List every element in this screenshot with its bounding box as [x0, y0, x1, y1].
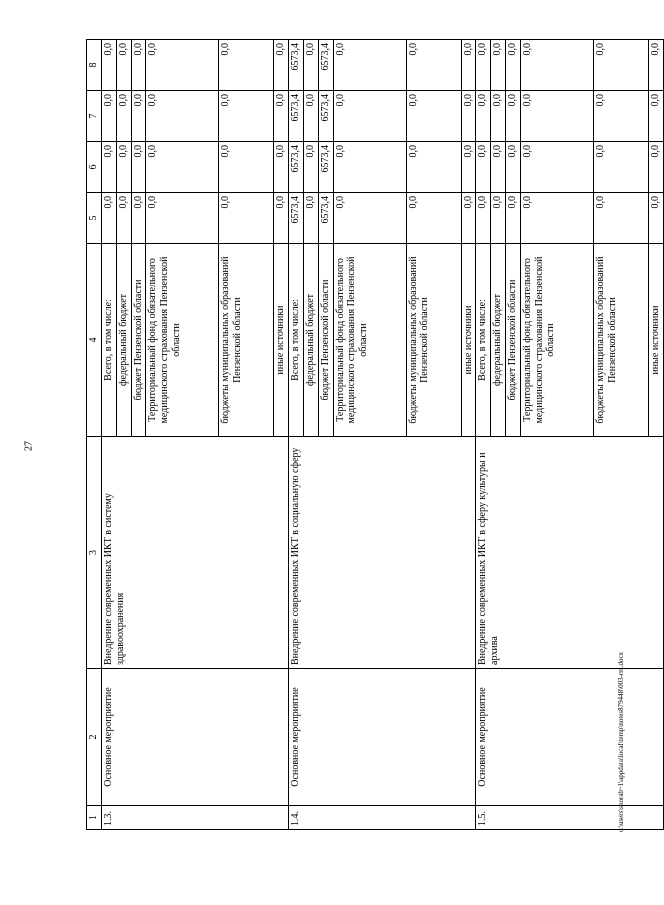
amount-cell: 0,0: [648, 193, 663, 244]
funding-source-label: бюджеты муниципальных образований Пензенской области: [593, 244, 648, 437]
funding-source-label: Всего, в том числе:: [476, 244, 491, 437]
amount-cell: 0,0: [476, 40, 491, 91]
amount-cell: 0,0: [131, 40, 146, 91]
amount-cell: 0,0: [116, 193, 131, 244]
amount-cell: 6573,4: [289, 142, 304, 193]
item-type: Основное мероприятие: [102, 669, 289, 806]
amount-cell: 0,0: [131, 142, 146, 193]
table-row: [476, 40, 491, 830]
funding-source-label: Территориальный фонд обязательного медицинского страхования Пензенской области: [146, 244, 219, 437]
amount-cell: 0,0: [102, 193, 117, 244]
amount-cell: 0,0: [593, 193, 648, 244]
amount-cell: 0,0: [505, 40, 520, 91]
amount-cell: 0,0: [303, 40, 318, 91]
amount-cell: 0,0: [520, 40, 593, 91]
amount-cell: 0,0: [131, 193, 146, 244]
amount-cell: 0,0: [131, 91, 146, 142]
amount-cell: 0,0: [461, 91, 476, 142]
column-header: 2: [87, 669, 102, 806]
funding-source-label: бюджеты муниципальных образований Пензенской области: [406, 244, 461, 437]
amount-cell: 0,0: [146, 91, 219, 142]
amount-cell: 0,0: [116, 91, 131, 142]
funding-source-label: Всего, в том числе:: [289, 244, 304, 437]
amount-cell: 0,0: [505, 193, 520, 244]
amount-cell: 0,0: [406, 40, 461, 91]
column-header: 4: [87, 244, 102, 437]
amount-cell: 0,0: [274, 91, 289, 142]
funding-table: [86, 39, 664, 833]
amount-cell: 0,0: [505, 142, 520, 193]
amount-cell: 0,0: [102, 142, 117, 193]
amount-cell: 0,0: [333, 142, 406, 193]
amount-cell: 0,0: [520, 193, 593, 244]
amount-cell: 0,0: [491, 193, 506, 244]
funding-source-label: федеральный бюджет: [491, 244, 506, 437]
document-file-path: c:\users\shorab~1\appdata\local\temp\notes879448\003-rm.docx: [617, 651, 625, 833]
amount-cell: 0,0: [219, 91, 274, 142]
column-header: 5: [87, 193, 102, 244]
amount-cell: 0,0: [491, 40, 506, 91]
amount-cell: 6573,4: [289, 193, 304, 244]
amount-cell: 0,0: [406, 91, 461, 142]
column-number-row: [87, 40, 102, 830]
amount-cell: 0,0: [476, 91, 491, 142]
item-number: 1.3.: [102, 806, 289, 830]
item-type: Основное мероприятие: [476, 669, 663, 806]
amount-cell: 6573,4: [289, 40, 304, 91]
amount-cell: 0,0: [648, 91, 663, 142]
amount-cell: 0,0: [333, 91, 406, 142]
amount-cell: 0,0: [593, 91, 648, 142]
funding-source-label: бюджет Пензенской области: [318, 244, 333, 437]
table-row: [289, 40, 304, 830]
amount-cell: 0,0: [219, 193, 274, 244]
amount-cell: 0,0: [219, 40, 274, 91]
amount-cell: 0,0: [491, 142, 506, 193]
amount-cell: 0,0: [461, 142, 476, 193]
funding-source-label: иные источники: [648, 244, 663, 437]
column-header: 1: [87, 806, 102, 830]
amount-cell: 0,0: [146, 40, 219, 91]
item-name: Внедрение современных ИКТ в систему здравоохранения: [102, 437, 289, 669]
item-number: 1.5.: [476, 806, 663, 830]
funding-source-label: Всего, в том числе:: [102, 244, 117, 437]
funding-source-label: бюджеты муниципальных образований Пензенской области: [219, 244, 274, 437]
amount-cell: 0,0: [520, 91, 593, 142]
page-number: 27: [23, 441, 35, 451]
table-body: [87, 40, 664, 833]
amount-cell: 0,0: [219, 142, 274, 193]
amount-cell: 0,0: [146, 142, 219, 193]
amount-cell: 6573,4: [289, 91, 304, 142]
amount-cell: 0,0: [476, 193, 491, 244]
amount-cell: 0,0: [648, 142, 663, 193]
amount-cell: 6573,4: [318, 142, 333, 193]
amount-cell: 0,0: [274, 142, 289, 193]
amount-cell: 0,0: [593, 40, 648, 91]
amount-cell: 0,0: [461, 40, 476, 91]
column-header: 6: [87, 142, 102, 193]
amount-cell: 0,0: [491, 91, 506, 142]
funding-source-label: бюджет Пензенской области: [505, 244, 520, 437]
amount-cell: 0,0: [116, 142, 131, 193]
amount-cell: 6573,4: [318, 91, 333, 142]
amount-cell: 0,0: [116, 40, 131, 91]
amount-cell: 6573,4: [318, 40, 333, 91]
amount-cell: 6573,4: [318, 193, 333, 244]
funding-source-label: бюджет Пензенской области: [131, 244, 146, 437]
amount-cell: 0,0: [648, 40, 663, 91]
funding-source-label: иные источники: [461, 244, 476, 437]
amount-cell: 0,0: [406, 193, 461, 244]
funding-source-label: федеральный бюджет: [303, 244, 318, 437]
amount-cell: 0,0: [333, 193, 406, 244]
item-number: 1.4.: [289, 806, 476, 830]
amount-cell: 0,0: [102, 91, 117, 142]
amount-cell: 0,0: [146, 193, 219, 244]
amount-cell: 0,0: [333, 40, 406, 91]
item-type: Основное мероприятие: [289, 669, 476, 806]
amount-cell: 0,0: [406, 142, 461, 193]
item-name: Внедрение современных ИКТ в сферу культуры и архива: [476, 437, 663, 669]
amount-cell: 0,0: [274, 193, 289, 244]
amount-cell: 0,0: [274, 40, 289, 91]
amount-cell: 0,0: [303, 193, 318, 244]
amount-cell: 0,0: [303, 142, 318, 193]
funding-source-label: Территориальный фонд обязательного медицинского страхования Пензенской области: [520, 244, 593, 437]
table-row: [102, 40, 117, 830]
funding-source-label: иные источники: [274, 244, 289, 437]
funding-source-label: Территориальный фонд обязательного медицинского страхования Пензенской области: [333, 244, 406, 437]
column-header: 8: [87, 40, 102, 91]
amount-cell: 0,0: [303, 91, 318, 142]
funding-source-label: федеральный бюджет: [116, 244, 131, 437]
amount-cell: 0,0: [102, 40, 117, 91]
amount-cell: 0,0: [476, 142, 491, 193]
column-header: 3: [87, 437, 102, 669]
amount-cell: 0,0: [505, 91, 520, 142]
amount-cell: 0,0: [461, 193, 476, 244]
amount-cell: 0,0: [593, 142, 648, 193]
amount-cell: 0,0: [520, 142, 593, 193]
item-name: Внедрение современных ИКТ в социальную сферу: [289, 437, 476, 669]
column-header: 7: [87, 91, 102, 142]
